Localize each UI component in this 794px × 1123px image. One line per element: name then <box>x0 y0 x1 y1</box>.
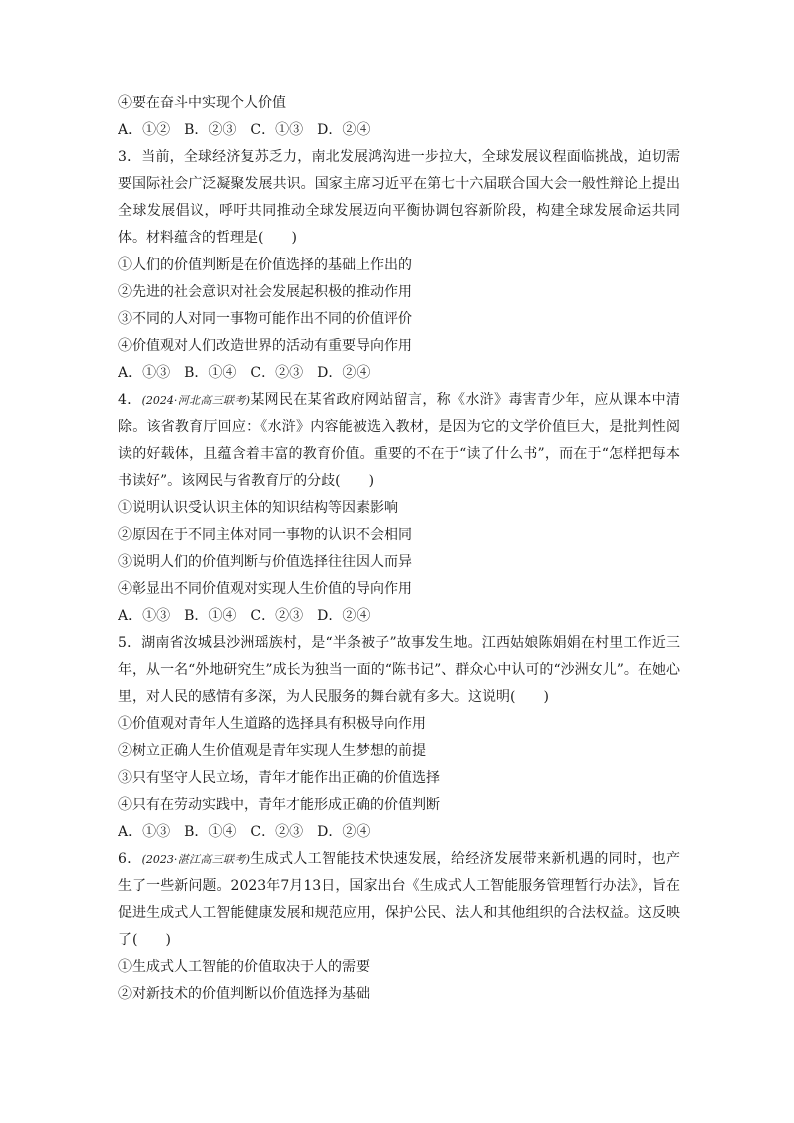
q4-stem: 某网民在某省政府网站留言，称《水浒》毒害青少年，应从课本中清除。该省教育厅回应：《水浒》内容能被选入教材，是因为它的文学价值巨大，是批判性阅读的好载体，且蕴含着丰富的教育价值。重要的不在于“读了什么书”，而在于“怎样把每本书读好”。该网民与省教育厅的分歧( ) <box>118 392 680 489</box>
q3-answers: A．①③ B．①④ C．②③ D．②④ <box>118 365 371 381</box>
q2-option-4: ④要在奋斗中实现个人价值 <box>118 95 286 111</box>
q6-stem: 生成式人工智能技术快速发展，给经济发展带来新机遇的同时，也产生了一些新问题。2023年7月13日，国家出台《生成式人工智能服务管理暂行办法》，旨在促进生成式人工智能健康发展和规范应用，保护公民、法人和其他组织的合法权益。这反映了( ) <box>118 851 680 948</box>
q3-stem: 3．当前，全球经济复苏乏力，南北发展鸿沟进一步拉大，全球发展议程面临挑战，迫切需要国际社会广泛凝聚发展共识。国家主席习近平在第七十六届联合国大会一般性辩论上提出全球发展倡议，呼吁共同推动全球发展迈向平衡协调包容新阶段，构建全球发展命运共同体。材料蕴含的哲理是( ) <box>118 149 680 246</box>
q4-option-2: ②原因在于不同主体对同一事物的认识不会相同 <box>118 527 412 543</box>
q5-stem: 5．湖南省汝城县沙洲瑶族村，是“半条被子”故事发生地。江西姑娘陈娟娟在村里工作近三年，从一名“外地研究生”成长为独当一面的“陈书记”、群众心中认可的“沙洲女儿”。在她心里，对人民的感情有多深，为人民服务的舞台就有多大。这说明( ) <box>118 635 680 705</box>
q2-answers: A．①② B．②③ C．①③ D．②④ <box>118 122 371 138</box>
q3-option-1: ①人们的价值判断是在价值选择的基础上作出的 <box>118 257 412 273</box>
q3-option-2: ②先进的社会意识对社会发展起积极的推动作用 <box>118 284 412 300</box>
q6-number: 6． <box>118 851 142 867</box>
q5-answers: A．①③ B．①④ C．②③ D．②④ <box>118 824 371 840</box>
q4-number: 4． <box>118 392 142 408</box>
q5-option-3: ③只有坚守人民立场，青年才能作出正确的价值选择 <box>118 770 440 786</box>
q6-option-1: ①生成式人工智能的价值取决于人的需要 <box>118 959 370 975</box>
page-content <box>118 90 680 1008</box>
q6-source: (2023·湛江高三联考) <box>141 853 250 866</box>
q4-option-4: ④彰显出不同价值观对实现人生价值的导向作用 <box>118 581 412 597</box>
q4-answers: A．①③ B．①④ C．②③ D．②④ <box>118 608 371 624</box>
q4-source: (2024·河北高三联考) <box>141 394 250 407</box>
q5-option-4: ④只有在劳动实践中，青年才能形成正确的价值判断 <box>118 797 440 813</box>
q4-option-1: ①说明认识受认识主体的知识结构等因素影响 <box>118 500 398 516</box>
q6-stem-block <box>118 846 680 954</box>
q4-stem-block <box>118 387 680 495</box>
q3-option-4: ④价值观对人们改造世界的活动有重要导向作用 <box>118 338 412 354</box>
q6-option-2: ②对新技术的价值判断以价值选择为基础 <box>118 986 370 1002</box>
q4-option-3: ③说明人们的价值判断与价值选择往往因人而异 <box>118 554 412 570</box>
q3-option-3: ③不同的人对同一事物可能作出不同的价值评价 <box>118 311 412 327</box>
q5-option-1: ①价值观对青年人生道路的选择具有积极导向作用 <box>118 716 426 732</box>
q5-option-2: ②树立正确人生价值观是青年实现人生梦想的前提 <box>118 743 426 759</box>
